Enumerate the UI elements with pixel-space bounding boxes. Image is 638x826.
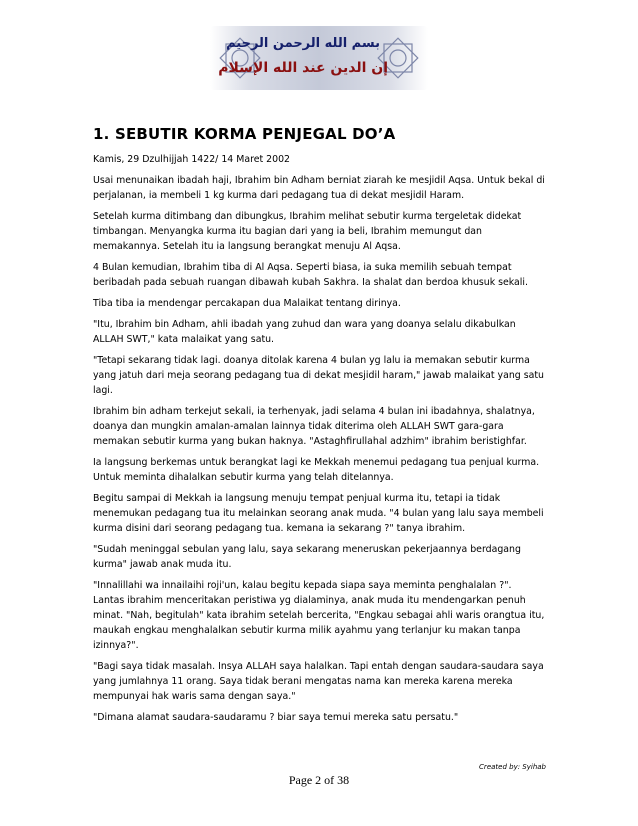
bismillah-calligraphy: بسم الله الرحمن الرحيم bbox=[226, 36, 380, 51]
article-paragraph: Usai menunaikan ibadah haji, Ibrahim bin Adham berniat ziarah ke mesjidil Aqsa. Untuk bekal di perjalanan, ia membeli 1 kg kurma dari pedagang tua di dekat mesjidil Haram. bbox=[93, 175, 545, 201]
article-paragraph: Ia langsung berkemas untuk berangkat lagi ke Mekkah menemui pedagang tua penjual kurma. Untuk meminta dihalalkan sebutir kurma yang telah ditelannya. bbox=[93, 457, 540, 483]
article-paragraph: 4 Bulan kemudian, Ibrahim tiba di Al Aqsa. Seperti biasa, ia suka memilih sebuah tempat beribadah pada sebuah ruangan dibawah kubah Sakhra. Ia shalat dan berdoa khusuk sekali. bbox=[93, 262, 528, 288]
article-date: Kamis, 29 Dzulhijjah 1422/ 14 Maret 2002 bbox=[93, 154, 290, 165]
article-paragraph: Begitu sampai di Mekkah ia langsung menuju tempat penjual kurma itu, tetapi ia tidak menemukan pedagang tua itu melainkan seorang anak muda. "4 bulan yang lalu saya membeli kurma disini dari seorang pedagang tua. kemana ia sekarang ?" tanya ibrahim. bbox=[93, 493, 544, 534]
article-paragraph: "Innalillahi wa innailaihi roji'un, kalau begitu kepada siapa saya meminta penghalalan ?". Lantas ibrahim menceritakan peristiwa yg dialaminya, anak muda itu mendengarkan penuh minat. "Nah, begitulah" kata ibrahim setelah bercerita, "Engkau sebagai ahli waris orangtua itu, maukah engkau menghalalkan sebutir kurma milik ayahmu yang terlanjur ku makan tanpa izinnya?". bbox=[93, 580, 545, 651]
header-calligraphy-banner bbox=[210, 26, 428, 90]
article-paragraph: "Sudah meninggal sebulan yang lalu, saya sekarang meneruskan pekerjaannya berdagang kurma" jawab anak muda itu. bbox=[93, 544, 521, 570]
article-title: 1. SEBUTIR KORMA PENJEGAL DO’A bbox=[93, 125, 396, 143]
page-number: Page 2 of 38 bbox=[288, 773, 350, 787]
article-paragraph: Tiba tiba ia mendengar percakapan dua Malaikat tentang dirinya. bbox=[93, 298, 401, 309]
verse-calligraphy: إن الدين عند الله الإسلام bbox=[218, 60, 388, 76]
article-paragraph: "Tetapi sekarang tidak lagi. doanya ditolak karena 4 bulan yg lalu ia memakan sebutir kurma yang jatuh dari meja seorang pedagang tua di dekat mesjidil haram," jawab malaikat yang satu lagi. bbox=[93, 355, 544, 396]
article-paragraph: "Itu, Ibrahim bin Adham, ahli ibadah yang zuhud dan wara yang doanya selalu dikabulkan ALLAH SWT," kata malaikat yang satu. bbox=[93, 319, 516, 345]
article-body bbox=[93, 125, 545, 731]
article-paragraph: "Dimana alamat saudara-saudaramu ? biar saya temui mereka satu persatu." bbox=[93, 712, 459, 723]
article-paragraph: Ibrahim bin adham terkejut sekali, ia terhenyak, jadi selama 4 bulan ini ibadahnya, shalatnya, doanya dan mungkin amalan-amalan lainnya tidak diterima oleh ALLAH SWT gara-gara memakan sebutir kurma yang bukan haknya. "Astaghfirullahal adzhim" ibrahim beristighfar. bbox=[93, 406, 535, 447]
article-paragraph: Setelah kurma ditimbang dan dibungkus, Ibrahim melihat sebutir kurma tergeletak didekat timbangan. Menyangka kurma itu bagian dari yang ia beli, Ibrahim memungut dan memakannya. Setelah itu ia langsung berangkat menuju Al Aqsa. bbox=[93, 211, 522, 252]
author-credit: Created by: Syihab bbox=[479, 763, 546, 771]
article-paragraph: "Bagi saya tidak masalah. Insya ALLAH saya halalkan. Tapi entah dengan saudara-saudara saya yang jumlahnya 11 orang. Saya tidak berani mengatas nama kan mereka karena mereka mempunyai hak waris sama dengan saya." bbox=[93, 661, 544, 702]
